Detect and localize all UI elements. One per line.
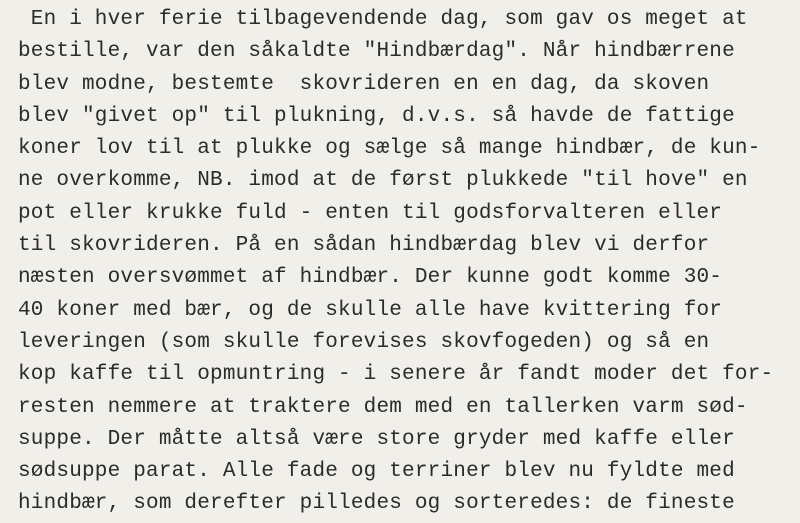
text-line-8: til skovrideren. På en sådan hindbærdag blev vi derfor xyxy=(18,234,710,258)
text-line-7: pot eller krukke fuld - enten til godsforvalteren eller xyxy=(18,201,723,225)
text-line-14: suppe. Der måtte altså være store gryder med kaffe eller xyxy=(18,427,735,451)
text-line-6: ne overkomme, NB. imod at de først plukkede "til hove" en xyxy=(18,169,748,193)
text-line-13: resten nemmere at traktere dem med en tallerken varm sød- xyxy=(18,395,748,419)
text-line-11: leveringen (som skulle forevises skovfogeden) og så en xyxy=(18,330,710,354)
text-line-12: kop kaffe til opmuntring - i senere år fandt moder det for- xyxy=(18,363,774,387)
text-line-15: sødsuppe parat. Alle fade og terriner blev nu fyldte med xyxy=(18,460,735,484)
text-line-9: næsten oversvømmet af hindbær. Der kunne godt komme 30- xyxy=(18,266,723,290)
text-line-1: En i hver ferie tilbagevendende dag, som gav os meget at xyxy=(18,8,748,31)
text-line-16: hindbær, som derefter pilledes og sorteredes: de fineste xyxy=(18,492,735,516)
text-line-2: bestille, var den såkaldte "Hindbærdag". Når hindbærrene xyxy=(18,40,735,64)
text-line-3: blev modne, bestemte skovrideren en en dag, da skoven xyxy=(18,72,710,96)
text-line-4: blev "givet op" til plukning, d.v.s. så havde de fattige xyxy=(18,104,735,128)
text-line-5: koner lov til at plukke og sælge så mange hindbær, de kun- xyxy=(18,137,761,161)
text-line-10: 40 koner med bær, og de skulle alle have kvittering for xyxy=(18,298,723,322)
document-text xyxy=(18,4,788,521)
